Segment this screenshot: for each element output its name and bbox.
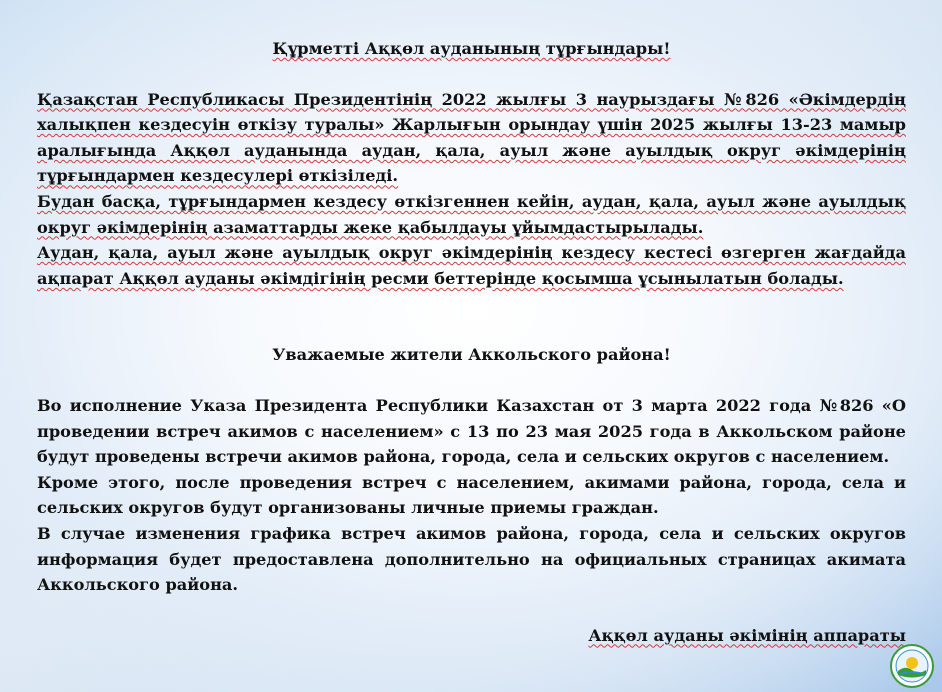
russian-paragraph-3: В случае изменения графика встреч акимов района, города, села и сельских округов информация будет предоставлена дополнительно на официальных страницах акимата Аккольского района. bbox=[37, 523, 906, 595]
russian-heading: Уважаемые жители Аккольского района! bbox=[272, 345, 671, 365]
kazakh-paragraph-1: Қазақстан Республикасы Президентінің 2022 жылғы 3 наурыздағы №826 «Әкімдердің халықпен кездесуін өткізу туралы» Жарлығын орындау үшін 2025 жылғы 13-23 мамыр аралығында Аққөл ауданында аудан, қала, ауыл және ауылдық округ әкімдерінің тұрғындармен кездесулері өткізіледі. bbox=[37, 89, 906, 186]
russian-paragraph-2: Кроме этого, после проведения встреч с населением, акимами района, города, села и сельских округов будут организованы личные приемы граждан. bbox=[37, 472, 906, 518]
kazakh-heading: Құрметті Аққөл ауданының тұрғындары! bbox=[272, 39, 671, 58]
signature: Аққөл ауданы әкімінің аппараты bbox=[588, 625, 906, 645]
announcement-content bbox=[37, 36, 906, 648]
district-emblem-icon bbox=[890, 644, 934, 688]
kazakh-paragraph-3: Аудан, қала, ауыл және ауылдық округ әкімдерінің кездесу кестесі өзгерген жағдайда ақпарат Аққөл ауданы әкімдігінің ресми беттерінде қосымша ұсынылатын болады. bbox=[37, 243, 906, 288]
kazakh-paragraph-2: Будан басқа, тұрғындармен кездесу өткізгеннен кейін, аудан, қала, ауыл және ауылдық округ әкімдерінің азаматтарды жеке қабылдауы ұйымдастырылады. bbox=[37, 191, 906, 237]
russian-paragraph-1: Во исполнение Указа Президента Республики Казахстан от 3 марта 2022 года №826 «О проведении встреч акимов с населением» с 13 по 23 мая 2025 года в Аккольском районе будут проведены встречи акимов района, города, села и сельских округов с населением. bbox=[37, 395, 906, 467]
